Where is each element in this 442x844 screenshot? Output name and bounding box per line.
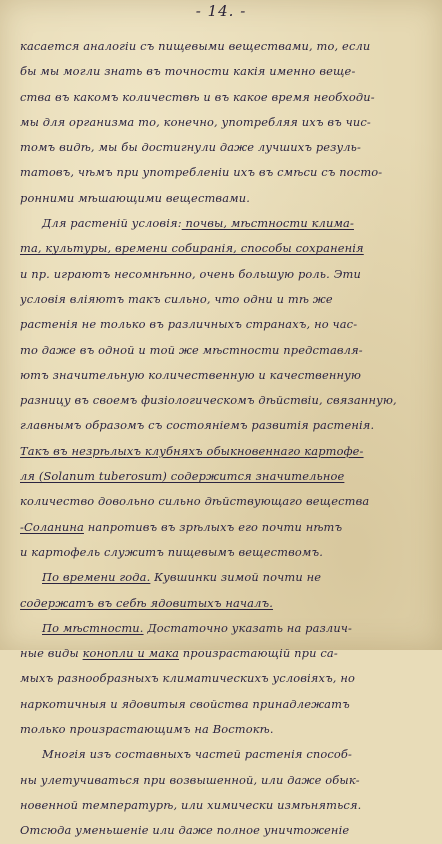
text-line	[20, 135, 432, 160]
text-line	[20, 515, 432, 540]
line-text: условія вліяютъ такъ сильно, что одни и тѣ же	[20, 291, 333, 306]
text-line	[20, 717, 432, 742]
line-text: разницу въ своемъ физіологическомъ дѣйствіи, связанную,	[20, 393, 397, 408]
handwritten-text-body	[20, 34, 432, 844]
text-line	[20, 464, 432, 489]
line-text: ютъ значительную количественную и качественную	[20, 367, 362, 382]
line-text: напротивъ въ зрѣлыхъ его почти нѣтъ	[83, 519, 343, 534]
line-text: татовъ, чѣмъ при употребленіи ихъ въ смѣси съ посто-	[20, 165, 383, 180]
text-line	[20, 641, 432, 666]
text-line	[20, 666, 432, 691]
text-line	[20, 160, 432, 185]
text-line	[20, 110, 432, 135]
underlined-text: почвы, мѣстности клима-	[181, 216, 354, 231]
underlined-text: По мѣстности.	[42, 620, 144, 635]
line-text: Достаточно указать на различ-	[143, 620, 353, 635]
line-text: ронними мѣшающими веществами.	[20, 190, 250, 205]
text-line	[20, 413, 432, 438]
line-text: количество довольно сильно дѣйствующаго вещества	[20, 494, 370, 509]
underlined-text: По времени года.	[42, 570, 151, 585]
line-text: ны улетучиваться при возвышенной, или даже обык-	[20, 772, 360, 787]
underlined-text: -Соланина	[20, 519, 84, 534]
line-text: мыхъ разнообразныхъ климатическихъ условіяхъ, но	[20, 671, 356, 686]
line-text: ные виды	[20, 646, 83, 661]
text-line	[20, 262, 432, 287]
line-text: ства въ какомъ количествѣ и въ какое время необходи-	[20, 89, 375, 104]
page-number: - 14. -	[195, 2, 247, 20]
underlined-text: содержатъ въ себѣ ядовитыхъ началъ.	[20, 595, 274, 610]
text-line	[20, 338, 432, 363]
line-text: томъ видѣ, мы бы достигнули даже лучшихъ резуль-	[20, 140, 362, 155]
text-line	[20, 616, 432, 641]
underlined-text: конопли и мака	[82, 646, 180, 661]
text-line	[20, 363, 432, 388]
line-text: мы для организма то, конечно, употребляя ихъ въ чис-	[20, 114, 371, 129]
line-text: Для растеній условія:	[42, 216, 182, 231]
line-text: касается аналогіи съ пищевыми веществами, то, если	[20, 39, 371, 53]
line-text: Многія изъ составныхъ частей растенія способ-	[42, 747, 353, 762]
text-line	[20, 439, 432, 464]
line-text: и пр. играютъ несомнѣнно, очень большую роль. Эти	[20, 266, 361, 281]
underlined-text: ля (Solanum tuberosum) содержится значительное	[20, 469, 345, 484]
line-text: растенія не только въ различныхъ странахъ, но час-	[20, 317, 358, 332]
line-text: главнымъ образомъ съ состояніемъ развитія растенія.	[20, 418, 375, 433]
text-line	[20, 768, 432, 793]
line-text: произрастающій при са-	[179, 646, 338, 661]
line-text: наркотичныя и ядовитыя свойства принадлежатъ	[20, 696, 350, 711]
line-text: бы мы могли знать въ точности какія именно веще-	[20, 64, 356, 79]
text-line	[20, 540, 432, 565]
text-line	[20, 591, 432, 616]
text-line	[20, 388, 432, 413]
text-line	[20, 793, 432, 818]
text-line	[20, 85, 432, 110]
line-text: новенной температурѣ, или химически измѣняться.	[20, 797, 362, 812]
text-line	[20, 742, 432, 767]
underlined-text: та, культуры, времени собиранія, способы сохраненія	[20, 241, 364, 256]
line-text: Кувшинки зимой почти не	[150, 570, 322, 585]
text-line	[20, 236, 432, 261]
line-text: и картофель служитъ пищевымъ веществомъ.	[20, 544, 323, 559]
underlined-text: Такъ въ незрѣлыхъ клубняхъ обыкновеннаго картофе-	[20, 443, 364, 458]
text-line	[20, 312, 432, 337]
line-text: только произрастающимъ на Востокѣ.	[20, 722, 274, 737]
text-line	[20, 34, 432, 59]
text-line	[20, 692, 432, 717]
text-line	[20, 186, 432, 211]
text-line	[20, 818, 432, 843]
text-line	[20, 211, 432, 236]
line-text: то даже въ одной и той же мѣстности представля-	[20, 342, 363, 357]
text-line	[20, 59, 432, 84]
text-line	[20, 287, 432, 312]
text-line	[20, 489, 432, 514]
text-line	[20, 565, 432, 590]
line-text: Отсюда уменьшеніе или даже полное уничтоженіе	[20, 823, 350, 838]
